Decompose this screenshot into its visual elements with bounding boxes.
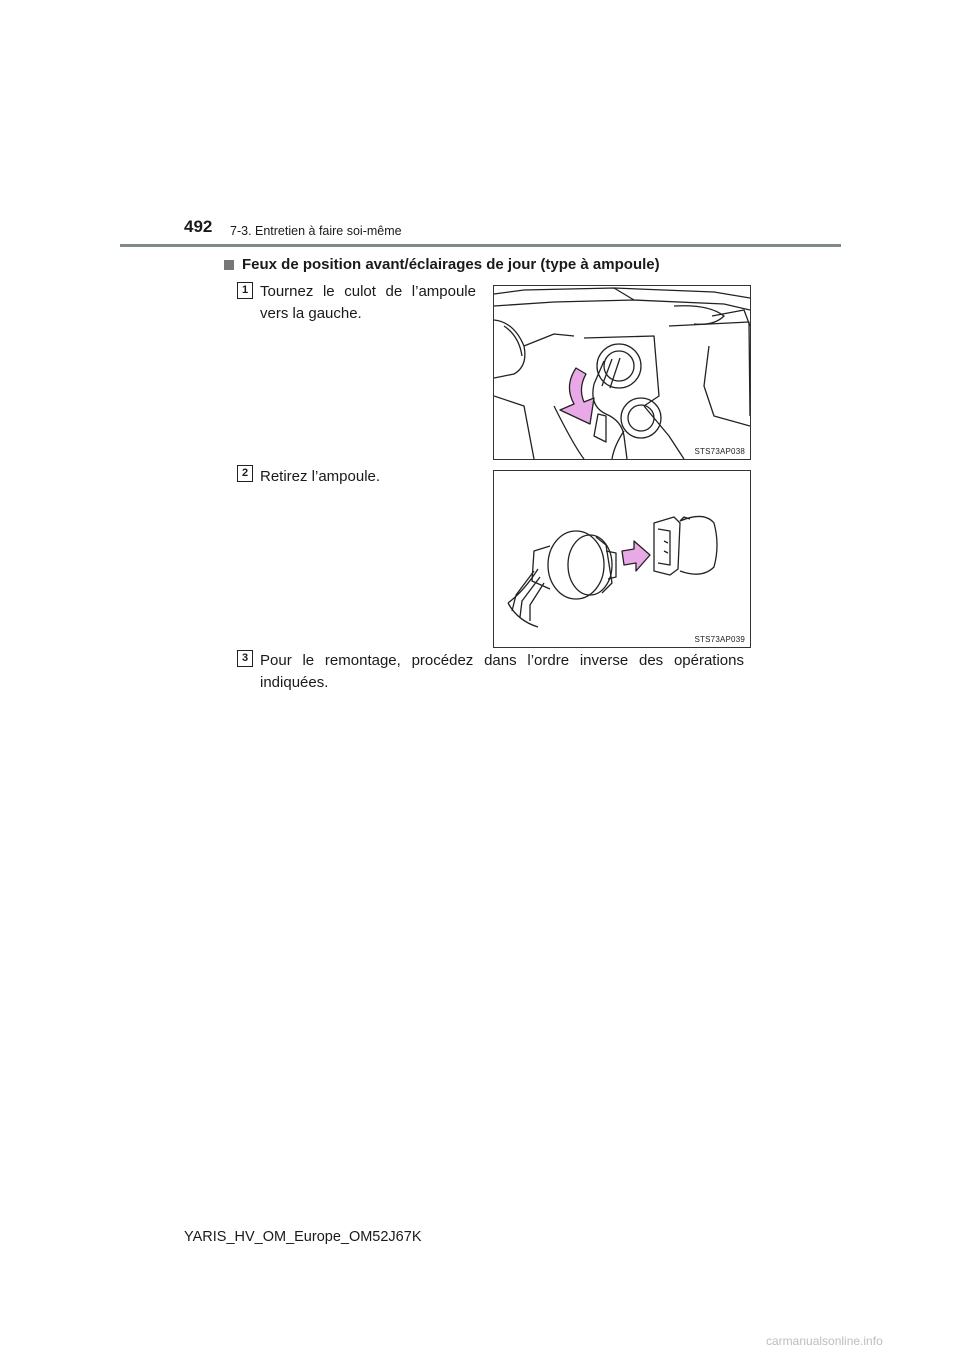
section-heading-text: Feux de position avant/éclairages de jour (type à ampoule) — [242, 256, 660, 273]
figure-bulb-socket-rotate — [493, 285, 751, 460]
bulb-socket-rotate-illustration — [494, 286, 750, 459]
square-bullet-icon — [224, 260, 234, 270]
section-heading — [224, 256, 660, 273]
header-rule — [120, 244, 841, 247]
step-2-text: Retirez l’ampoule. — [260, 468, 381, 485]
bulb-removal-illustration — [494, 471, 750, 647]
page-number: 492 — [184, 217, 213, 236]
watermark: carmanualsonline.info — [766, 1334, 883, 1348]
step-2-badge: 2 — [237, 465, 253, 482]
figure-bulb-removal — [493, 470, 751, 648]
step-1-text-line1: Tournez le culot de l’ampoule — [260, 283, 476, 300]
section-title: 7-3. Entretien à faire soi-même — [230, 224, 402, 238]
step-3-badge: 3 — [237, 650, 253, 667]
document-id: YARIS_HV_OM_Europe_OM52J67K — [184, 1229, 422, 1245]
step-3-text-line2: indiquées. — [260, 674, 329, 691]
step-3-text-line1: Pour le remontage, procédez dans l’ordre inverse des opérations — [260, 652, 744, 669]
step-1-badge: 1 — [237, 282, 253, 299]
figure-code: STS73AP038 — [694, 447, 745, 456]
step-1-text-line2: vers la gauche. — [260, 305, 362, 322]
figure-code: STS73AP039 — [694, 635, 745, 644]
